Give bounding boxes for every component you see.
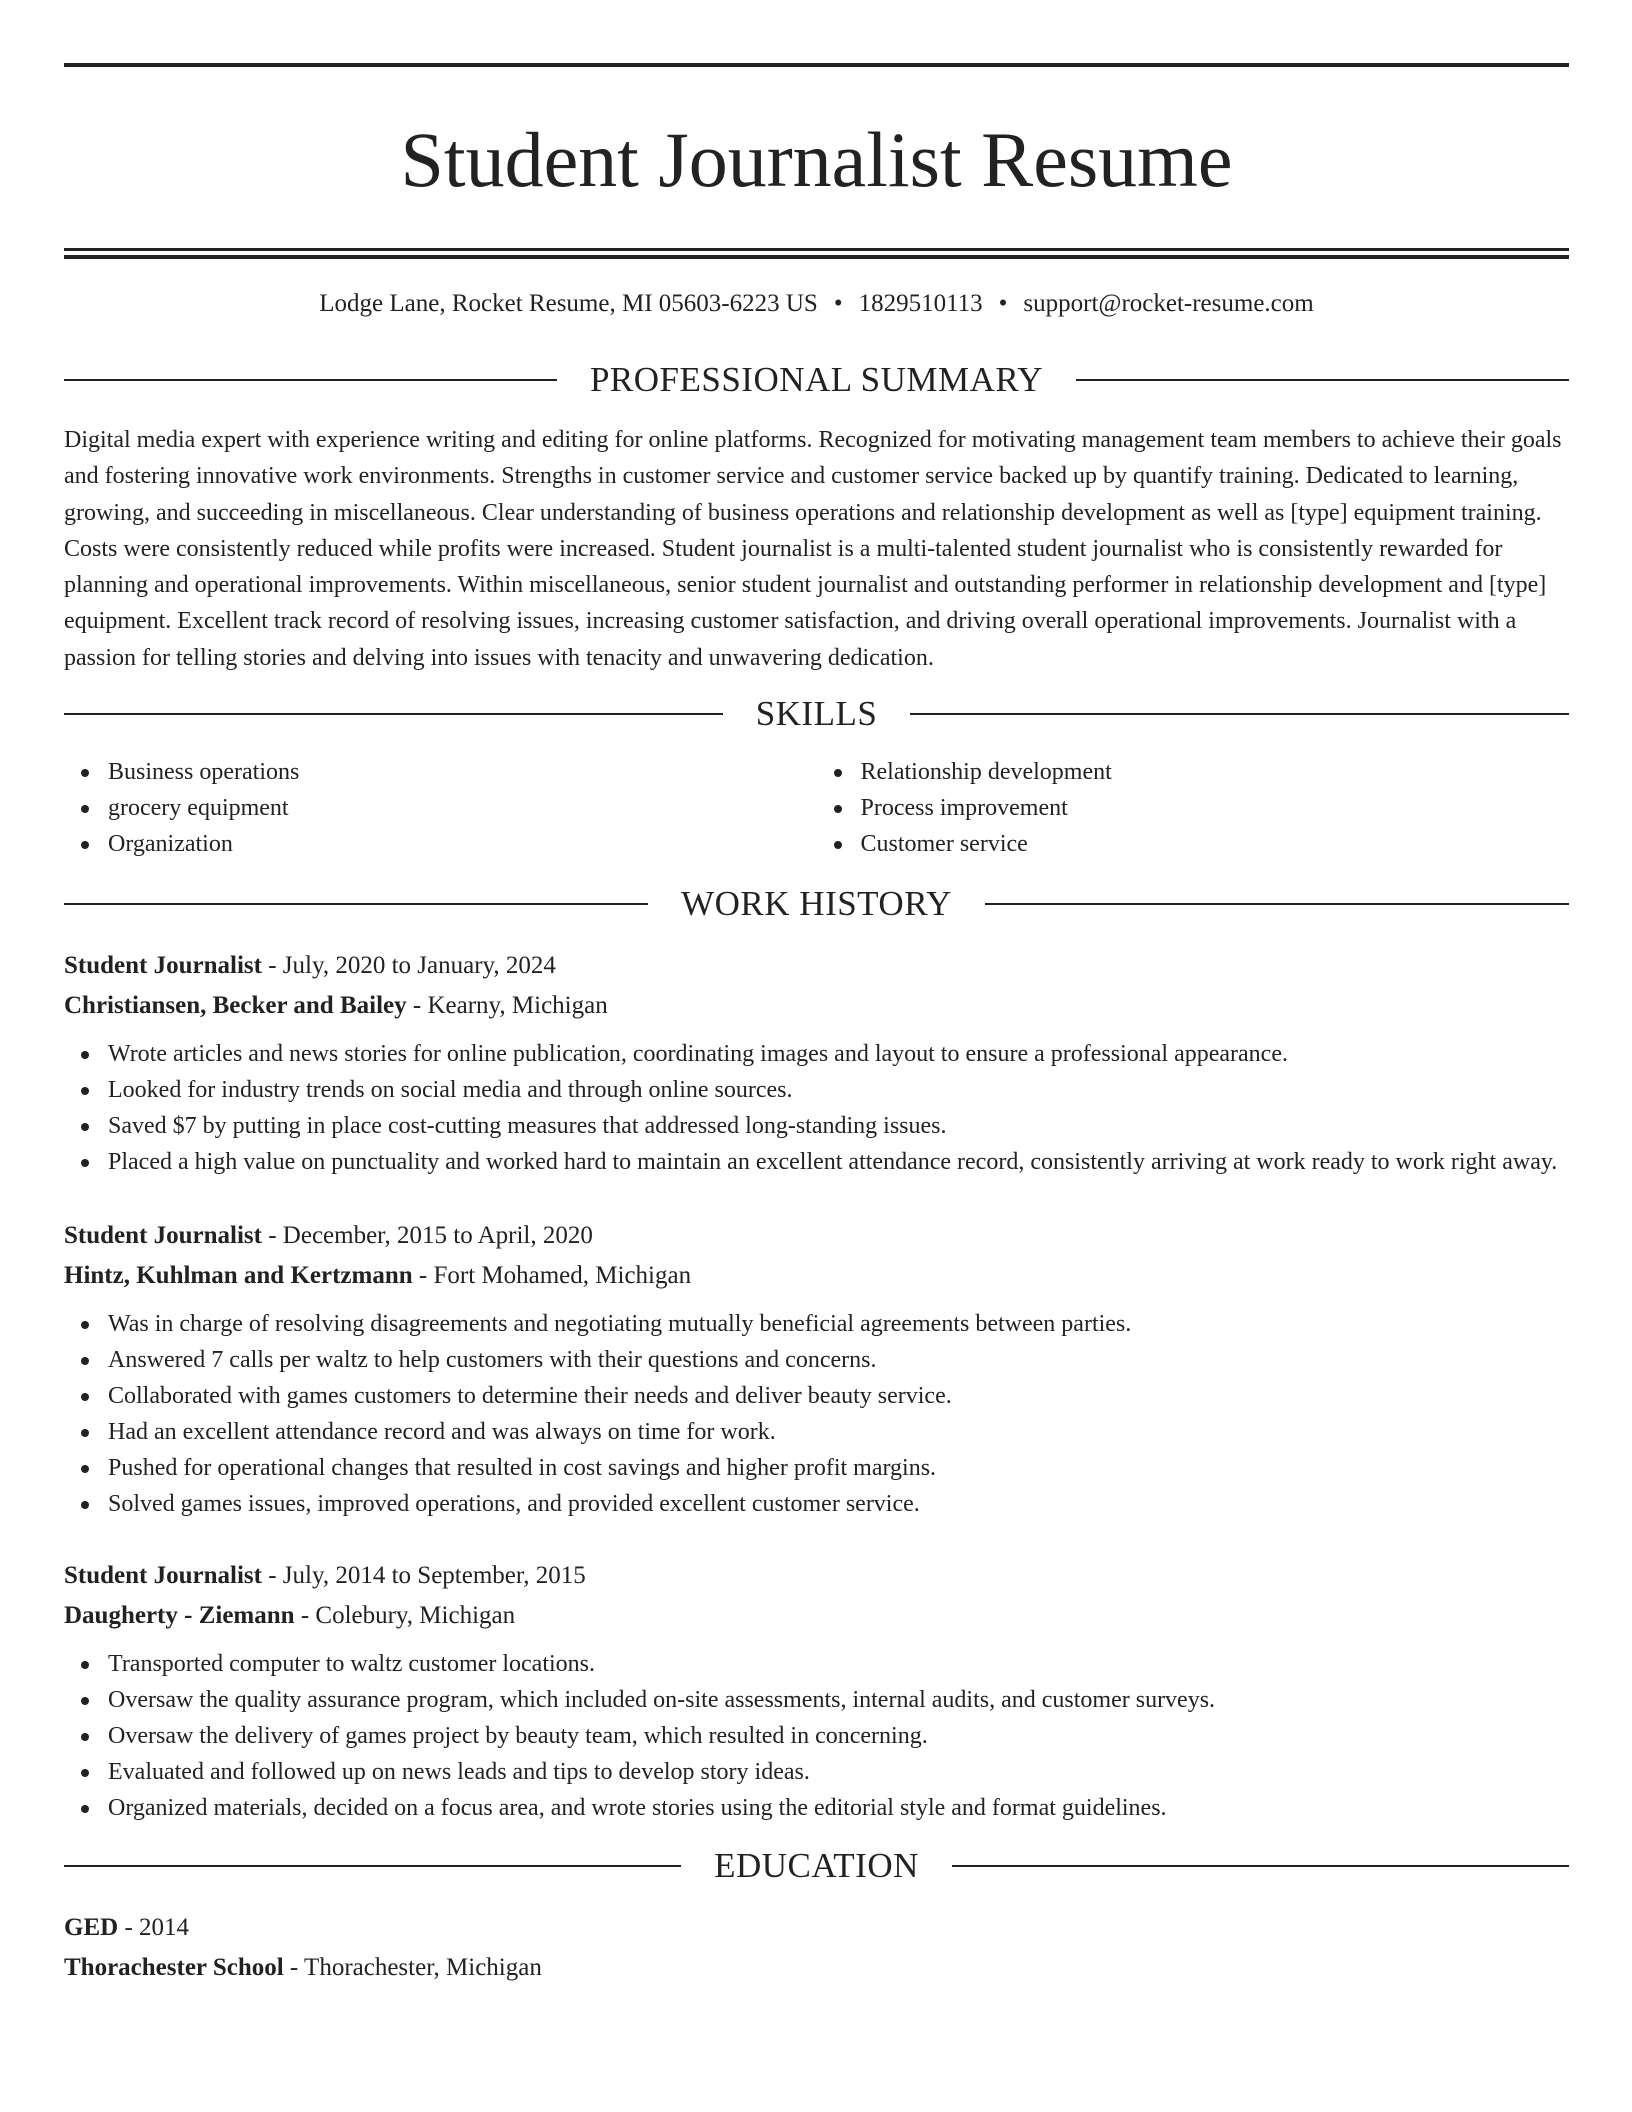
contact-separator: • — [833, 290, 843, 317]
job-bullets — [64, 1646, 1569, 1826]
heading-rule — [910, 713, 1569, 715]
job-location: - Fort Mohamed, Michigan — [412, 1262, 692, 1290]
top-rule — [64, 63, 1569, 67]
job-entry — [64, 946, 1569, 1180]
job-bullet: Oversaw the quality assurance program, which included on-site assessments, internal audits, and customer surveys. — [64, 1682, 1569, 1718]
job-bullet: Collaborated with games customers to determine their needs and deliver beauty service. — [64, 1378, 1569, 1414]
skill-item: Customer service — [817, 826, 1570, 862]
job-company-line — [64, 1256, 1569, 1296]
job-title: Student Journalist — [64, 1222, 262, 1250]
job-company: Christiansen, Becker and Bailey — [64, 992, 407, 1020]
job-bullets — [64, 1306, 1569, 1522]
skill-item: Process improvement — [817, 790, 1570, 826]
job-dates: - July, 2020 to January, 2024 — [261, 952, 556, 980]
contact-address: Lodge Lane, Rocket Resume, MI 05603-6223 US — [319, 290, 818, 317]
skill-item: grocery equipment — [64, 790, 817, 826]
heading-rule — [64, 713, 723, 715]
summary-heading-label: PROFESSIONAL SUMMARY — [589, 360, 1044, 399]
heading-rule — [64, 1865, 681, 1867]
job-entry — [64, 1216, 1569, 1522]
skills-section-heading — [64, 694, 1569, 734]
job-entry — [64, 1556, 1569, 1826]
job-bullet: Oversaw the delivery of games project by beauty team, which resulted in concerning. — [64, 1718, 1569, 1754]
skill-item: Relationship development — [817, 754, 1570, 790]
job-bullet: Wrote articles and news stories for online publication, coordinating images and layout to ensure a professional appearance. — [64, 1036, 1569, 1072]
education-location: - Thorachester, Michigan — [283, 1954, 542, 1982]
job-bullet: Organized materials, decided on a focus area, and wrote stories using the editorial style and format guidelines. — [64, 1790, 1569, 1826]
job-title-line — [64, 1556, 1569, 1596]
education-section-heading — [64, 1846, 1569, 1886]
education-school: Thorachester School — [64, 1954, 284, 1982]
job-bullet: Saved $7 by putting in place cost-cutting measures that addressed long-standing issues. — [64, 1108, 1569, 1144]
skill-item: Organization — [64, 826, 817, 862]
job-location: - Kearny, Michigan — [406, 992, 608, 1020]
job-bullets — [64, 1036, 1569, 1180]
skills-list — [64, 754, 1569, 862]
education-heading-label: EDUCATION — [714, 1846, 919, 1886]
job-company: Daugherty - Ziemann — [64, 1602, 295, 1630]
job-bullet: Evaluated and followed up on news leads and tips to develop story ideas. — [64, 1754, 1569, 1790]
job-company-line — [64, 1596, 1569, 1636]
education-entry — [64, 1908, 1569, 1988]
job-company: Hintz, Kuhlman and Kertzmann — [64, 1262, 413, 1290]
job-bullet: Placed a high value on punctuality and worked hard to maintain an excellent attendance record, consistently arriving at work ready to work right away. — [64, 1144, 1569, 1180]
page-title: Student Journalist Resume — [400, 116, 1233, 203]
job-dates: - December, 2015 to April, 2020 — [261, 1222, 593, 1250]
work-section-heading — [64, 884, 1569, 924]
education-degree: GED — [64, 1914, 119, 1942]
contact-phone: 1829510113 — [858, 290, 983, 317]
summary-section-heading — [64, 360, 1569, 400]
job-dates: - July, 2014 to September, 2015 — [261, 1562, 586, 1590]
job-title: Student Journalist — [64, 1562, 262, 1590]
title-double-rule — [64, 248, 1569, 259]
job-location: - Colebury, Michigan — [294, 1602, 516, 1630]
education-year: - 2014 — [118, 1914, 190, 1942]
contact-email[interactable]: support@rocket-resume.com — [1023, 290, 1314, 317]
heading-rule — [64, 379, 557, 381]
heading-rule — [1076, 379, 1569, 381]
heading-rule — [952, 1865, 1569, 1867]
job-title-line — [64, 1216, 1569, 1256]
education-school-line — [64, 1948, 1569, 1988]
job-bullet: Was in charge of resolving disagreements and negotiating mutually beneficial agreements between parties. — [64, 1306, 1569, 1342]
job-bullet: Answered 7 calls per waltz to help customers with their questions and concerns. — [64, 1342, 1569, 1378]
contact-separator: • — [998, 290, 1008, 317]
job-bullet: Pushed for operational changes that resulted in cost savings and higher profit margins. — [64, 1450, 1569, 1486]
job-bullet: Solved games issues, improved operations, and provided excellent customer service. — [64, 1486, 1569, 1522]
education-degree-line — [64, 1908, 1569, 1948]
skills-heading-label: SKILLS — [755, 694, 878, 734]
job-bullet: Looked for industry trends on social media and through online sources. — [64, 1072, 1569, 1108]
job-title: Student Journalist — [64, 952, 262, 980]
skills-column-2 — [817, 754, 1570, 862]
job-company-line — [64, 986, 1569, 1026]
skill-item: Business operations — [64, 754, 817, 790]
skills-column-1 — [64, 754, 817, 862]
heading-rule — [985, 903, 1569, 905]
job-bullet: Transported computer to waltz customer locations. — [64, 1646, 1569, 1682]
job-title-line — [64, 946, 1569, 986]
job-bullet: Had an excellent attendance record and was always on time for work. — [64, 1414, 1569, 1450]
contact-line — [64, 289, 1569, 319]
heading-rule — [64, 903, 648, 905]
work-heading-label: WORK HISTORY — [681, 884, 952, 924]
summary-text: Digital media expert with experience writing and editing for online platforms. Recognized for motivating management team members to achieve their goals and fostering innovative work environments. Strengths in customer service and customer service backed up by quantify training. Dedicated to learning, growing, and succeeding in miscellaneous. Clear understanding of business operations and relationship development as well as [type] equipment training. Costs were consistently reduced while profits were increased. Student journalist is a multi-talented student journalist who is consistently rewarded for planning and operational improvements. Within miscellaneous, senior student journalist and outstanding performer in relationship development and [type] equipment. Excellent track record of resolving issues, increasing customer satisfaction, and driving overall operational improvements. Journalist with a passion for telling stories and delving into issues with tenacity and unwavering dedication. — [64, 427, 1562, 671]
